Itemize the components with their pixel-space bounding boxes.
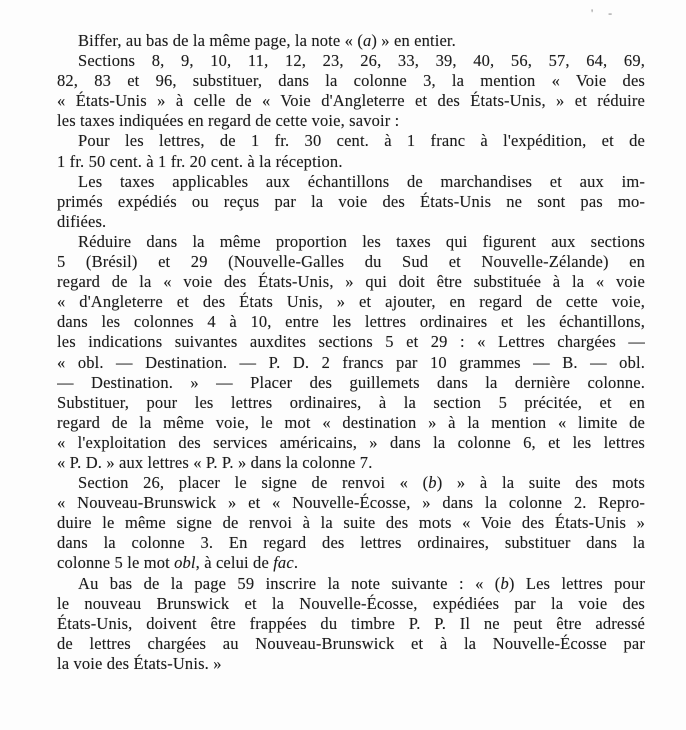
text-line [57,574,645,594]
text-line [57,152,645,172]
italic-text-segment: fac [273,553,294,573]
text-segment: ) Les lettres pour [508,573,645,593]
text-line [57,252,645,272]
text-line [57,232,645,252]
text-segment: les taxes indiquées en regard de cette voie, savoir : [57,111,400,131]
text-segment: — Destination. » — Placer des guillemets dans la dernière colonne. [57,372,645,392]
text-segment: 82, 83 et 96, substituer, dans la colonne 3, la mention « Voie des [57,71,645,91]
text-line [57,634,645,654]
text-line [57,373,645,393]
text-segment: « P. D. » aux lettres « P. P. » dans la colonne 7. [57,452,373,472]
text-line [57,533,645,553]
page-corner-artifact: ' - [591,6,619,20]
text-line [57,473,645,493]
text-segment: le nouveau Brunswick et la Nouvelle-Écosse, expédiées par la voie des [57,593,645,613]
text-segment: « d'Angleterre et des États Unis, » et ajouter, en regard de cette voie, [57,292,645,312]
text-segment: regard de la « voie des États-Unis, » qui doit être substituée à la « voie [57,272,645,292]
text-line [57,131,645,151]
text-line [57,31,645,51]
text-segment: 1 fr. 50 cent. à 1 fr. 20 cent. à la réception. [57,151,343,171]
text-segment: , à celui de [195,553,274,573]
text-segment: Substituer, pour les lettres ordinaires, à la section 5 précitée, et en [57,392,645,412]
text-segment: dans les colonnes 4 à 10, entre les lettres ordinaires et les échantillons, [57,312,645,332]
text-line [57,51,645,71]
text-segment: de lettres chargées au Nouveau-Brunswick et à la Nouvelle-Écosse par [57,633,645,653]
text-segment: les indications suivantes auxdites sections 5 et 29 : « Lettres chargées — [57,332,645,352]
text-line [57,453,645,473]
text-line [57,172,645,192]
text-segment: Section 26, placer le signe de renvoi « ( [78,473,429,493]
text-segment: « Nouveau-Brunswick » et « Nouvelle-Écosse, » dans la colonne 2. Repro- [57,493,645,513]
italic-text-segment: a [362,31,372,50]
text-line [57,614,645,634]
italic-text-segment: b [428,473,437,493]
text-segment: « États-Unis » à celle de « Voie d'Angleterre et des États-Unis, » et réduire [57,91,645,111]
text-line [57,493,645,513]
text-segment: 5 (Brésil) et 29 (Nouvelle-Galles du Sud et Nouvelle-Zélande) en [57,252,645,272]
text-segment: Sections 8, 9, 10, 11, 12, 23, 26, 33, 39, 40, 56, 57, 64, 69, [78,51,645,71]
text-line [57,272,645,292]
text-segment: « obl. — Destination. — P. D. 2 francs par 10 grammes — B. — obl. [57,352,645,372]
text-segment: duire le même signe de renvoi à la suite des mots « Voie des États-Unis » [57,513,645,533]
text-line [57,433,645,453]
text-line [57,332,645,352]
text-segment: colonne 5 le mot [57,553,175,573]
text-line [57,594,645,614]
text-segment: Au bas de la page 59 inscrire la note suivante : « ( [78,573,501,593]
text-segment: la voie des États-Unis. » [57,653,222,673]
text-segment: regard de la même voie, le mot « destination » à la mention « limite de [57,412,645,432]
text-segment: Réduire dans la même proportion les taxes qui figurent aux sections [78,231,645,251]
text-segment: . [293,553,299,573]
text-segment: « l'exploitation des services américains, » dans la colonne 6, et les lettres [57,432,645,452]
text-block [57,31,645,674]
text-line [57,654,645,674]
text-segment: Biffer, au bas de la même page, la note « ( [78,31,363,50]
text-line [57,413,645,433]
text-line [57,212,645,232]
text-segment: ) » en entier. [371,31,456,50]
text-segment: difiées. [57,211,107,231]
text-line [57,71,645,91]
text-line [57,312,645,332]
text-line [57,292,645,312]
italic-text-segment: obl [174,553,196,573]
text-line [57,513,645,533]
text-line [57,393,645,413]
text-line [57,111,645,131]
italic-text-segment: b [500,573,509,593]
text-segment: ) » à la suite des mots [436,473,645,493]
text-line [57,192,645,212]
text-segment: Pour les lettres, de 1 fr. 30 cent. à 1 franc à l'expédition, et de [78,131,645,151]
text-segment: dans la colonne 3. En regard des lettres ordinaires, substituer dans la [57,533,645,553]
text-segment: primés expédiés ou reçus par la voie des États-Unis ne sont pas mo- [57,191,645,211]
text-line [57,553,645,573]
text-segment: Les taxes applicables aux échantillons de marchandises et aux im- [78,171,645,191]
text-line [57,353,645,373]
text-line [57,91,645,111]
text-segment: États-Unis, doivent être frappées du timbre P. P. Il ne peut être adressé [57,613,645,633]
